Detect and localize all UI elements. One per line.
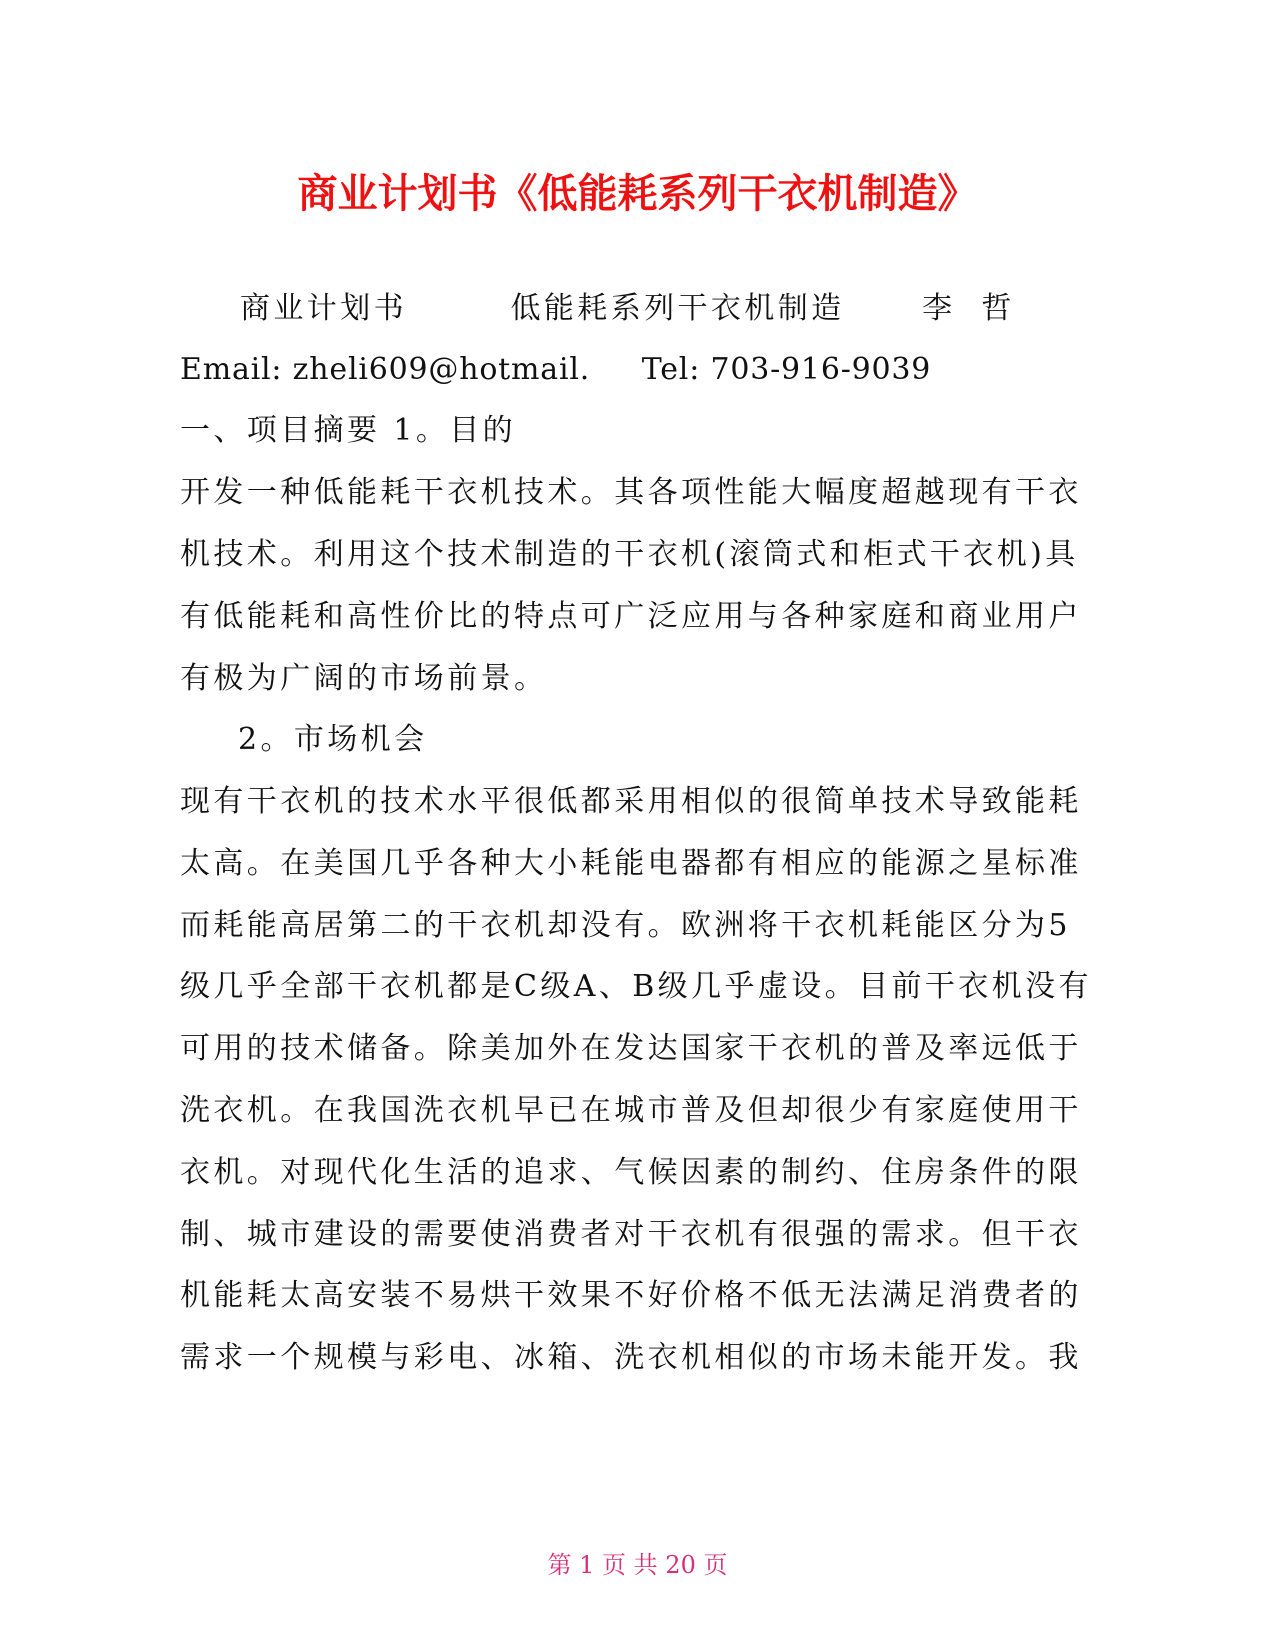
paragraph-line: 洗衣机。在我国洗衣机早已在城市普及但却很少有家庭使用干 — [180, 1093, 1082, 1128]
paragraph-line: 太高。在美国几乎各种大小耗能电器都有相应的能源之星标准 — [180, 846, 1082, 881]
subsection-heading-market: 2。市场机会 — [238, 722, 428, 757]
paragraph-line: 机技术。利用这个技术制造的干衣机(滚筒式和柜式干衣机)具 — [180, 537, 1079, 572]
paragraph-line: 现有干衣机的技术水平很低都采用相似的很简单技术导致能耗 — [180, 784, 1082, 819]
paragraph-line: 衣机。对现代化生活的追求、气候因素的制约、住房条件的限 — [180, 1155, 1082, 1190]
paragraph-line: 有极为广阔的市场前景。 — [180, 661, 548, 696]
section-heading-summary: 一、项目摘要 1。目的 — [180, 413, 517, 448]
paragraph-line: 开发一种低能耗干衣机技术。其各项性能大幅度超越现有干衣 — [180, 475, 1082, 510]
paragraph-line: 机能耗太高安装不易烘干效果不好价格不低无法满足消费者的 — [180, 1278, 1082, 1313]
header-line-contact: Email: zheli609@hotmail. Tel: 703-916-9039 — [180, 352, 932, 387]
document-title: 商业计划书《低能耗系列干衣机制造》 — [297, 171, 978, 217]
page-number-footer: 第 1 页 共 20 页 — [547, 1551, 728, 1579]
paragraph-line: 级几乎全部干衣机都是C级A、B级几乎虚设。目前干衣机没有 — [180, 969, 1092, 1004]
paragraph-line: 可用的技术储备。除美加外在发达国家干衣机的普及率远低于 — [180, 1031, 1082, 1066]
header-line-title-author: 商业计划书 低能耗系列干衣机制造 李 哲 — [240, 291, 1015, 326]
paragraph-line: 而耗能高居第二的干衣机却没有。欧洲将干衣机耗能区分为5 — [180, 908, 1071, 943]
paragraph-line: 有低能耗和高性价比的特点可广泛应用与各种家庭和商业用户 — [180, 599, 1082, 634]
paragraph-line: 制、城市建设的需要使消费者对干衣机有很强的需求。但干衣 — [180, 1217, 1082, 1252]
paragraph-line: 需求一个规模与彩电、冰箱、洗衣机相似的市场未能开发。我 — [180, 1340, 1082, 1375]
